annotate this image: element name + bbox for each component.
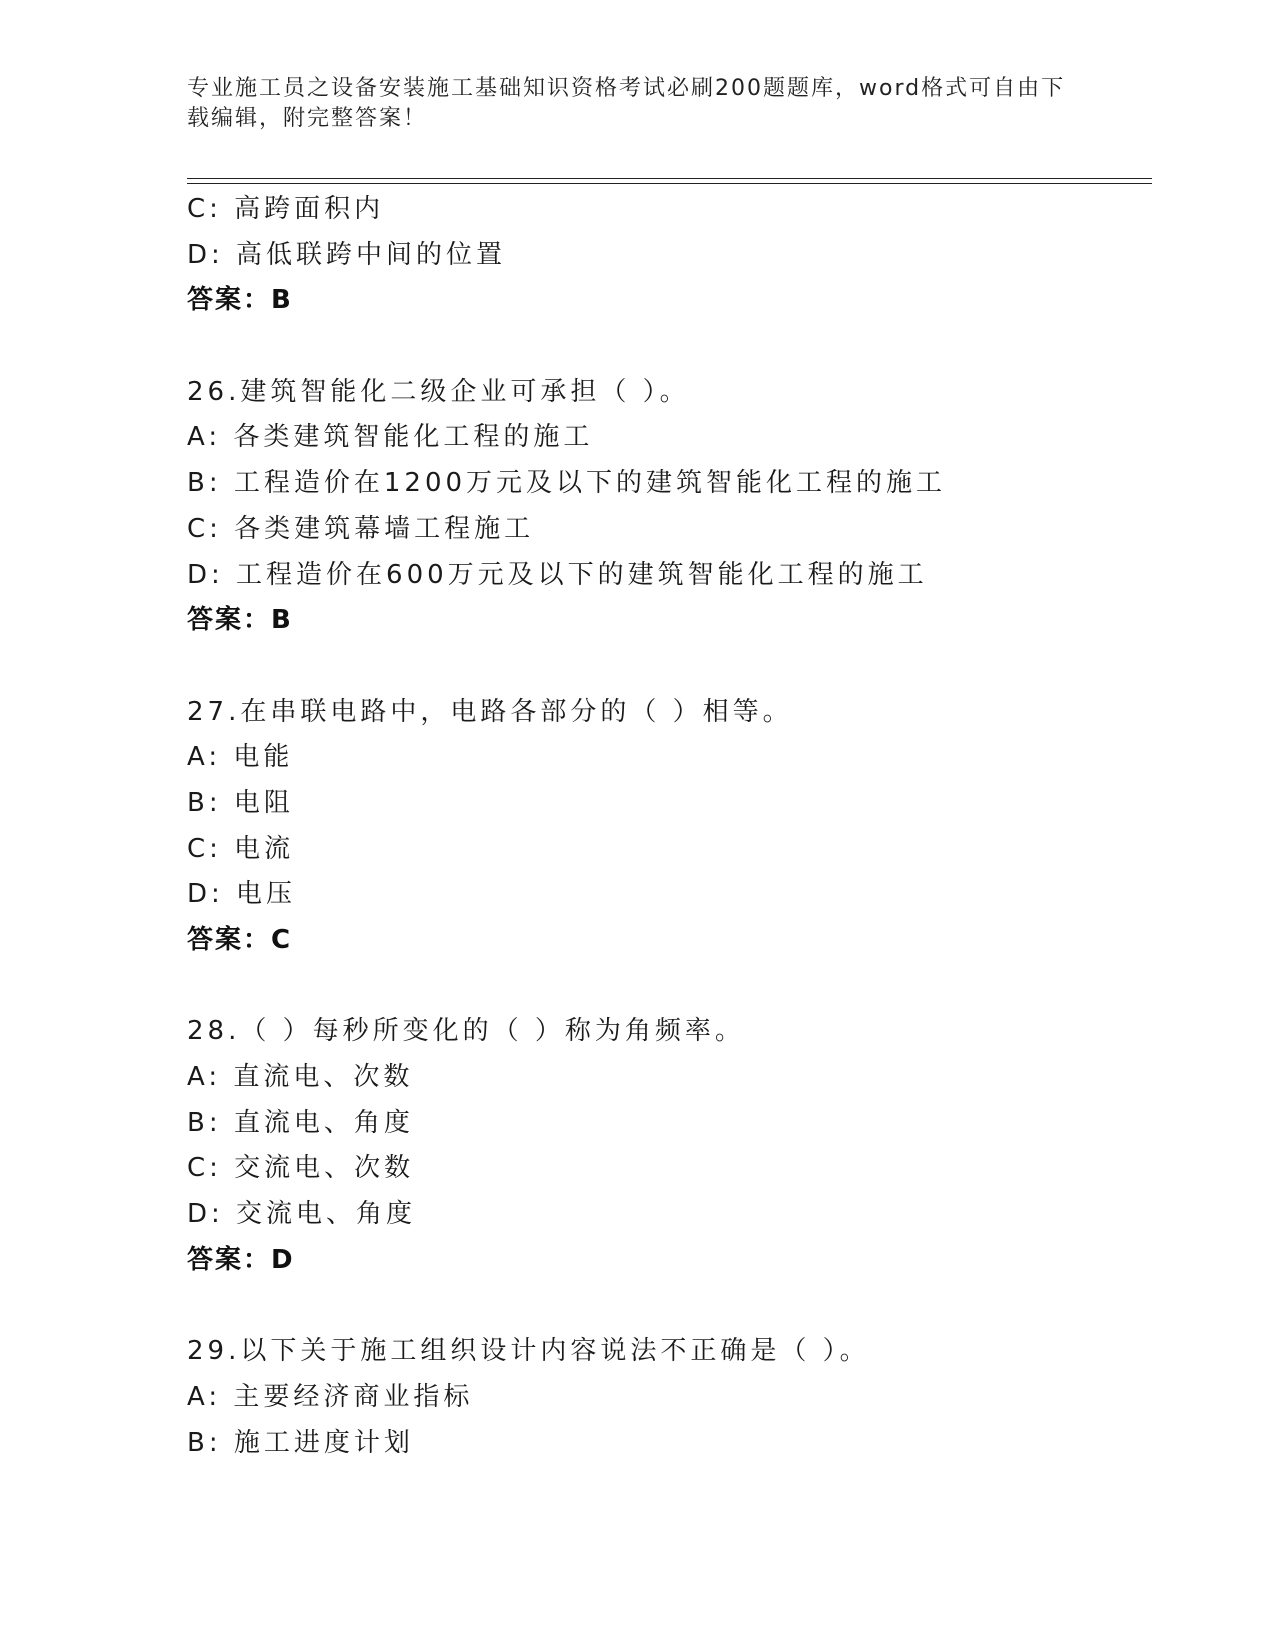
question-line: 27.在串联电路中，电路各部分的（ ）相等。 (187, 696, 793, 727)
blank-line (187, 964, 1152, 1010)
header-divider-top (187, 178, 1152, 179)
option-line: B: 直流电、角度 (187, 1107, 414, 1138)
option-line: A: 主要经济商业指标 (187, 1381, 474, 1412)
header-divider-bottom (187, 183, 1152, 184)
question-list (187, 187, 1152, 1466)
blank-line (187, 324, 1152, 370)
question-line: 28.（ ）每秒所变化的（ ）称为角频率。 (187, 1016, 745, 1047)
answer-line: 答案：C (187, 925, 293, 955)
option-line: C: 高跨面积内 (187, 194, 385, 224)
page-header-title: 专业施工员之设备安装施工基础知识资格考试必刷200题题库，word格式可自由下载编辑，附完整答案！ (187, 76, 1066, 131)
option-line: A: 直流电、次数 (187, 1062, 414, 1093)
question-line: 26.建筑智能化二级企业可承担（ ）。 (187, 376, 690, 407)
question-line: 29.以下关于施工组织设计内容说法不正确是（ ）。 (187, 1336, 870, 1367)
blank-line (187, 1284, 1152, 1330)
option-line: C: 交流电、次数 (187, 1153, 415, 1184)
option-line: D: 交流电、角度 (187, 1199, 417, 1230)
blank-line (187, 644, 1152, 690)
option-line: C: 电流 (187, 833, 295, 864)
option-line: A: 电能 (187, 742, 294, 773)
option-line: C: 各类建筑幕墙工程施工 (187, 513, 535, 544)
answer-line: 答案：B (187, 285, 293, 316)
answer-line: 答案：B (187, 605, 293, 636)
option-line: D: 工程造价在600万元及以下的建筑智能化工程的施工 (187, 559, 928, 590)
option-line: B: 工程造价在1200万元及以下的建筑智能化工程的施工 (187, 468, 947, 499)
option-line: A: 各类建筑智能化工程的施工 (187, 422, 594, 453)
option-line: B: 施工进度计划 (187, 1427, 414, 1458)
option-line: D: 电压 (187, 879, 297, 910)
option-line: B: 电阻 (187, 787, 294, 818)
answer-line: 答案：D (187, 1244, 295, 1275)
option-line: D: 高低联跨中间的位置 (187, 239, 507, 270)
